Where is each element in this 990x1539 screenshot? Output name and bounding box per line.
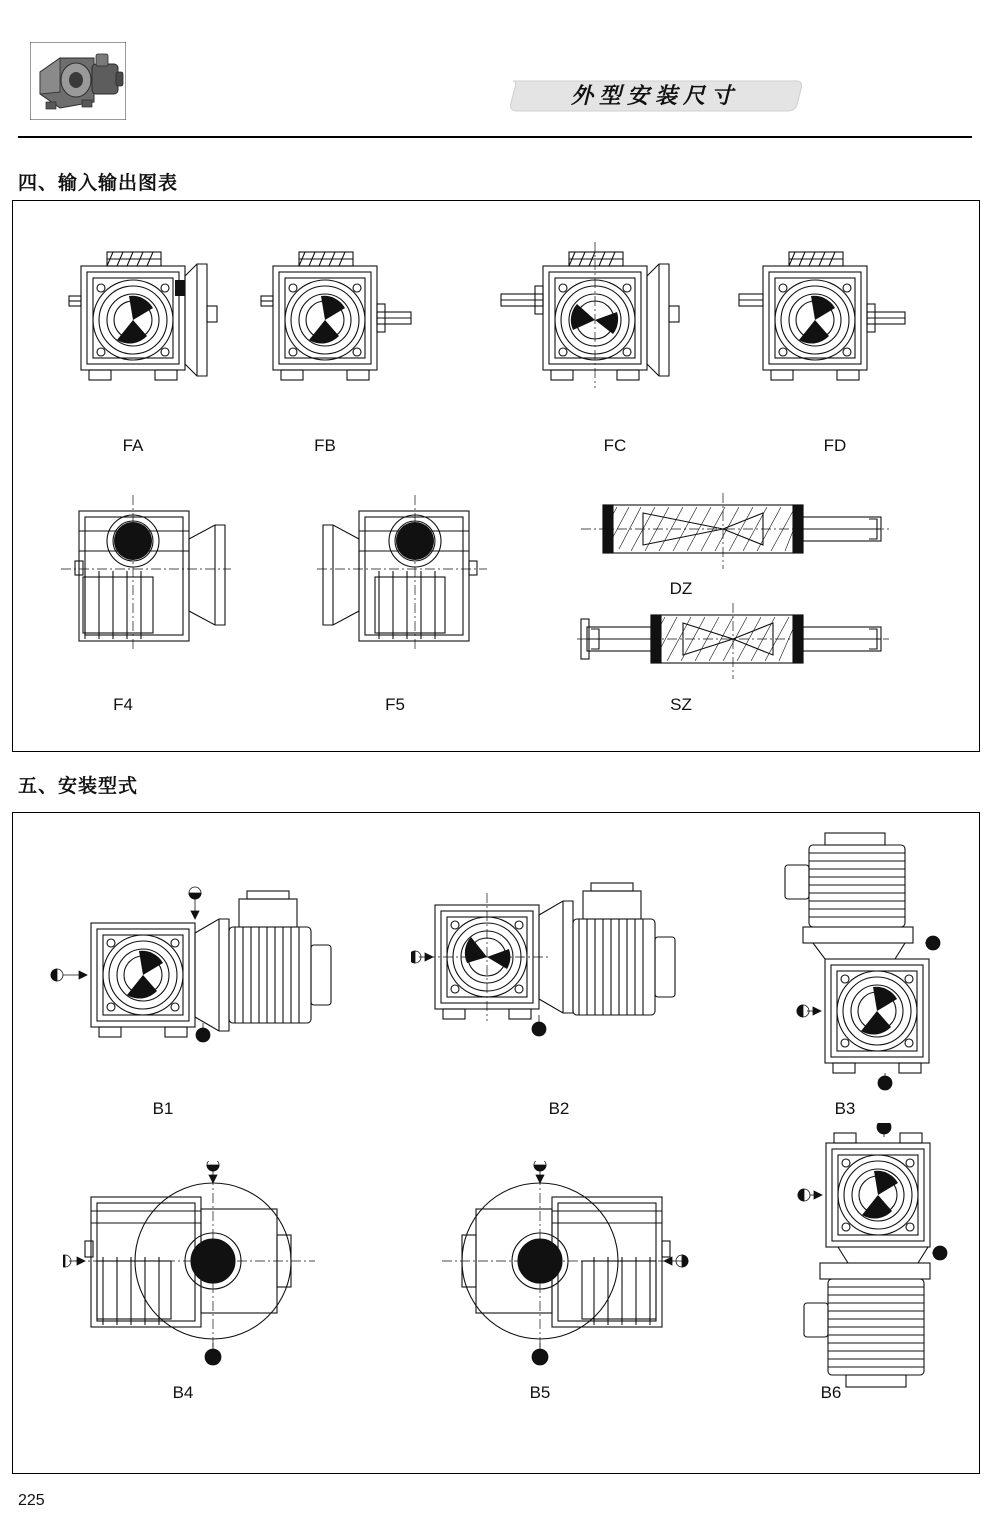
header-banner [505,75,805,117]
section-title-io: 四、输入输出图表 [18,173,179,194]
shaft-assembly-dz-icon [573,491,893,571]
figure-caption: FC [603,436,627,455]
figure-caption: B6 [820,1383,842,1402]
figure-caption: B1 [152,1099,174,1118]
page-title: 外型安装尺寸 [570,83,739,108]
shaft-assembly-sz-icon [573,601,893,681]
figure-caption: B3 [834,1099,856,1118]
mounting-b5-icon [418,1161,698,1371]
page-number: 225 [18,1492,45,1509]
figure-caption: F4 [113,695,133,714]
figure-caption: FD [823,436,847,455]
io-figures-panel [12,200,980,752]
mounting-figures-panel [12,812,980,1474]
worm-gearbox-side-f4-icon [55,491,235,671]
header-divider [18,136,972,138]
figure-caption: B2 [548,1099,570,1118]
mounting-b1-icon [43,863,343,1083]
worm-gearbox-side-f5-icon [313,491,493,671]
section-title-mounting: 五、安装型式 [18,776,139,797]
page-header [0,0,990,150]
figure-caption: F5 [385,695,405,714]
worm-gearbox-front-fb-icon [253,236,413,416]
gearbox-photo-icon [30,42,126,120]
worm-gearbox-front-fd-icon [713,236,913,416]
figure-caption: FA [122,436,144,455]
worm-gearbox-front-fc-icon [493,236,693,416]
mounting-b4-icon [63,1161,343,1371]
figure-caption: B5 [529,1383,551,1402]
figure-caption: DZ [669,579,693,598]
figure-caption: B4 [172,1383,194,1402]
mounting-b2-icon [411,863,711,1083]
worm-gearbox-front-fa-icon [61,236,221,416]
figure-caption: FB [314,436,336,455]
figure-caption: SZ [670,695,692,714]
mounting-b6-icon [788,1123,988,1413]
mounting-b3-icon [773,831,983,1121]
